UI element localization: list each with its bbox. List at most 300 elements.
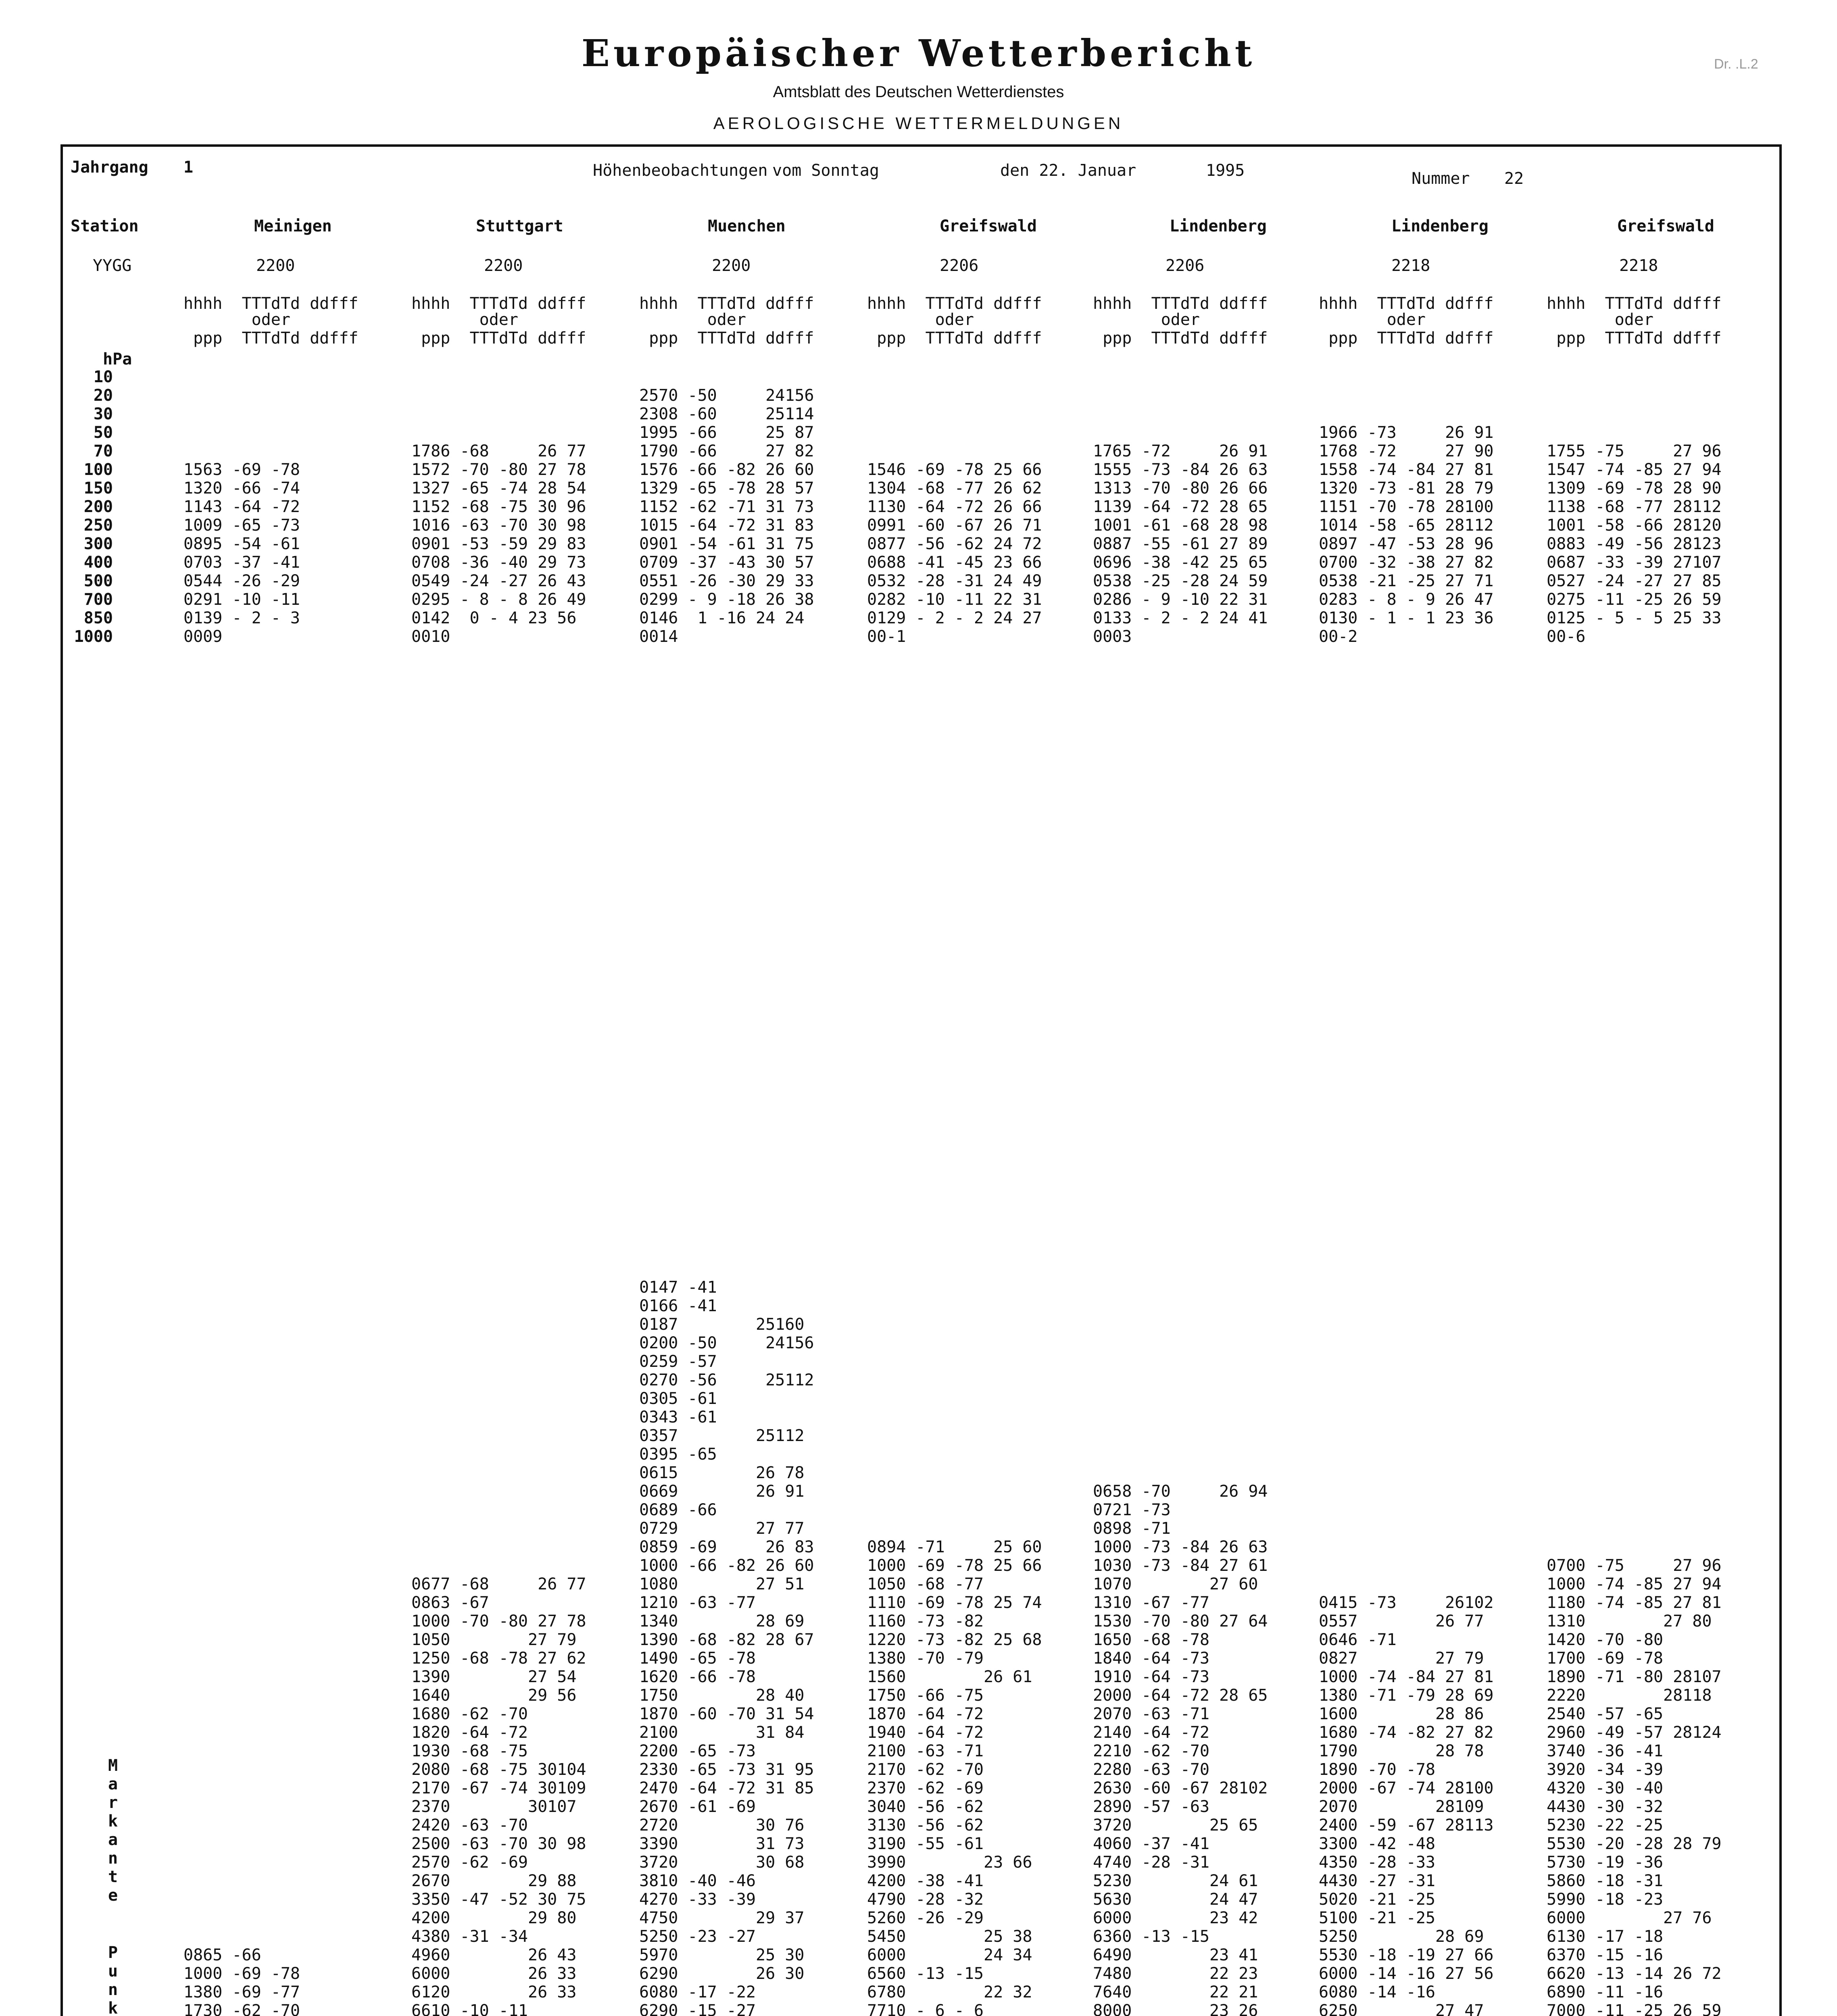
significant-point-row: 2960 -49 -57 28124	[1547, 1723, 1722, 1742]
significant-point-row: 0689 -66	[639, 1501, 717, 1519]
significant-point-row: 2570 -62 -69	[411, 1853, 528, 1872]
report-title: Europäischer Wetterbericht	[581, 31, 1256, 75]
standard-level-row	[867, 386, 1042, 405]
significant-point-row: 7710 - 6 - 6	[867, 2001, 984, 2016]
significant-point-row: 1210 -63 -77	[639, 1593, 756, 1612]
significant-point-row: 0166 -41	[639, 1297, 717, 1315]
column-header: ppp TTTdTd ddfff	[1093, 329, 1268, 348]
significant-point-row: 0658 -70 26 94	[1093, 1482, 1268, 1501]
significant-point-row: 6250 27 47	[1319, 2001, 1484, 2016]
significant-point-row: 2170 -67 -74 30109	[411, 1779, 586, 1797]
significant-point-row: 1910 -64 -73	[1093, 1668, 1209, 1686]
standard-level-row: 1995 -66 25 87	[639, 423, 814, 442]
markante-letter: M	[108, 1756, 118, 1775]
standard-level-row: 1329 -65 -78 28 57	[639, 479, 814, 498]
pressure-level: 250	[83, 516, 113, 535]
standard-level-row: 0549 -24 -27 26 43	[411, 572, 586, 590]
significant-point-row: 0898 -71	[1093, 1519, 1171, 1538]
significant-point-row: 1890 -70 -78	[1319, 1760, 1435, 1779]
standard-levels-block	[411, 368, 586, 646]
significant-point-row: 5860 -18 -31	[1547, 1872, 1663, 1890]
archive-stamp: Dr. .L.2	[1714, 56, 1758, 72]
column-header: oder	[411, 310, 518, 329]
significant-points-block	[1093, 1482, 1268, 2016]
significant-point-row: 1380 -70 -79	[867, 1649, 984, 1668]
significant-point-row: 0200 -50 24156	[639, 1334, 814, 1352]
standard-level-row: 00-1	[867, 627, 906, 646]
significant-point-row: 2280 -63 -70	[1093, 1760, 1209, 1779]
standard-level-row: 1151 -70 -78 28100	[1319, 498, 1494, 516]
significant-points-block	[867, 1538, 1042, 2016]
standard-level-row	[183, 442, 300, 460]
jahrgang-value: 1	[183, 158, 194, 177]
standard-level-row: 0709 -37 -43 30 57	[639, 553, 814, 572]
significant-point-row: 7000 -11 -25 26 59	[1547, 2001, 1722, 2016]
standard-level-row	[1547, 405, 1721, 423]
significant-point-row: 0677 -68 26 77	[411, 1575, 586, 1593]
significant-point-row: 5100 -21 -25	[1319, 1909, 1435, 1927]
standard-level-row: 0286 - 9 -10 22 31	[1093, 590, 1268, 609]
significant-point-row: 1340 28 69	[639, 1612, 805, 1631]
standard-level-row	[1319, 368, 1493, 386]
significant-point-row: 0615 26 78	[639, 1464, 805, 1482]
pressure-level: 30	[93, 405, 113, 423]
report-subtitle: Amtsblatt des Deutschen Wetterdienstes	[773, 83, 1064, 101]
obs-day: vom Sonntag	[772, 161, 879, 180]
significant-point-row: 1750 28 40	[639, 1686, 805, 1705]
significant-point-row: 1730 -62 -70	[183, 2001, 300, 2016]
pressure-level: 70	[93, 442, 113, 460]
nummer-label: Nummer	[1412, 169, 1470, 188]
significant-point-row: 5630 24 47	[1093, 1890, 1258, 1909]
significant-point-row: 8000 23 26	[1093, 2001, 1258, 2016]
significant-point-row: 1000 -66 -82 26 60	[639, 1556, 814, 1575]
standard-level-row: 0014	[639, 627, 678, 646]
station-time: 2206	[1166, 256, 1205, 275]
significant-point-row: 5250 28 69	[1319, 1927, 1484, 1946]
significant-point-row: 2630 -60 -67 28102	[1093, 1779, 1268, 1797]
pressure-level: 300	[83, 535, 113, 553]
significant-point-row: 6000 26 33	[411, 1964, 577, 1983]
standard-level-row: 1966 -73 26 91	[1319, 423, 1494, 442]
pressure-level-column	[69, 368, 113, 646]
significant-point-row: 6620 -13 -14 26 72	[1547, 1964, 1722, 1983]
standard-levels-block	[1093, 368, 1268, 646]
significant-point-row: 2890 -57 -63	[1093, 1797, 1209, 1816]
standard-level-row	[411, 405, 586, 423]
standard-level-row: 1755 -75 27 96	[1547, 442, 1722, 460]
significant-point-row: 1680 -62 -70	[411, 1705, 528, 1723]
significant-point-row: 0305 -61	[639, 1389, 717, 1408]
significant-point-row: 6490 23 41	[1093, 1946, 1258, 1964]
significant-point-row: 1640 29 56	[411, 1686, 577, 1705]
markante-letter: r	[108, 1793, 118, 1812]
significant-point-row: 3390 31 73	[639, 1835, 805, 1853]
pressure-level: 50	[93, 423, 113, 442]
column-header: oder	[639, 310, 746, 329]
significant-point-row: 2100 31 84	[639, 1723, 805, 1742]
significant-point-row: 3300 -42 -48	[1319, 1835, 1435, 1853]
significant-point-row: 5530 -18 -19 27 66	[1319, 1946, 1494, 1964]
pressure-level: 100	[83, 460, 113, 479]
standard-level-row	[1093, 368, 1268, 386]
punkte-label	[108, 1943, 118, 2016]
obs-title: Höhenbeobachtungen	[593, 161, 768, 180]
station-name: Lindenberg	[1391, 217, 1489, 235]
standard-level-row: 1139 -64 -72 28 65	[1093, 498, 1268, 516]
markante-letter: n	[108, 1849, 118, 1868]
significant-point-row: 6560 -13 -15	[867, 1964, 984, 1983]
standard-level-row	[1547, 368, 1721, 386]
pressure-level: 150	[83, 479, 113, 498]
station-time: 2200	[712, 256, 751, 275]
significant-point-row: 1220 -73 -82 25 68	[867, 1631, 1042, 1649]
standard-level-row: 0687 -33 -39 27107	[1547, 553, 1722, 572]
significant-point-row: 2000 -64 -72 28 65	[1093, 1686, 1268, 1705]
significant-points-block	[1547, 1556, 1721, 2016]
hpa-label: hPa	[103, 350, 132, 369]
standard-level-row: 1555 -73 -84 26 63	[1093, 460, 1268, 479]
standard-level-row	[411, 423, 586, 442]
significant-point-row: 2470 -64 -72 31 85	[639, 1779, 814, 1797]
significant-point-row: 3130 -56 -62	[867, 1816, 984, 1835]
pressure-level: 850	[83, 609, 113, 627]
significant-point-row: 1050 -68 -77	[867, 1575, 984, 1593]
standard-level-row	[867, 423, 1042, 442]
significant-point-row: 1750 -66 -75	[867, 1686, 984, 1705]
standard-level-row: 0009	[183, 627, 223, 646]
significant-point-row: 1490 -65 -78	[639, 1649, 756, 1668]
significant-point-row: 1700 -69 -78	[1547, 1649, 1663, 1668]
significant-point-row: 2080 -68 -75 30104	[411, 1760, 586, 1779]
significant-point-row: 1000 -69 -78	[183, 1964, 300, 1983]
station-name: Meinigen	[254, 217, 332, 235]
standard-level-row	[183, 386, 300, 405]
significant-point-row: 3920 -34 -39	[1547, 1760, 1663, 1779]
significant-point-row: 1160 -73 -82	[867, 1612, 984, 1631]
significant-point-row: 0729 27 77	[639, 1519, 805, 1538]
significant-point-row: 1000 -74 -85 27 94	[1547, 1575, 1722, 1593]
significant-point-row: 1000 -74 -84 27 81	[1319, 1668, 1494, 1686]
significant-point-row: 3720 30 68	[639, 1853, 805, 1872]
significant-point-row: 0395 -65	[639, 1445, 717, 1464]
markante-letter: e	[108, 1886, 118, 1905]
standard-level-row: 0696 -38 -42 25 65	[1093, 553, 1268, 572]
standard-level-row	[867, 405, 1042, 423]
significant-point-row: 0894 -71 25 60	[867, 1538, 1042, 1556]
standard-level-row: 0877 -56 -62 24 72	[867, 535, 1042, 553]
standard-level-row: 0897 -47 -53 28 96	[1319, 535, 1494, 553]
standard-level-row	[867, 368, 1042, 386]
significant-point-row: 1560 26 61	[867, 1668, 1032, 1686]
significant-point-row: 4430 -27 -31	[1319, 1872, 1435, 1890]
significant-point-row: 2670 -61 -69	[639, 1797, 756, 1816]
significant-point-row: 6000 23 42	[1093, 1909, 1258, 1927]
standard-level-row: 1014 -58 -65 28112	[1319, 516, 1494, 535]
significant-point-row: 2070 -63 -71	[1093, 1705, 1209, 1723]
significant-point-row: 2420 -63 -70	[411, 1816, 528, 1835]
significant-point-row: 1310 27 80	[1547, 1612, 1712, 1631]
significant-point-row: 1000 -70 -80 27 78	[411, 1612, 586, 1631]
standard-level-row: 0130 - 1 - 1 23 36	[1319, 609, 1494, 627]
station-name: Stuttgart	[476, 217, 563, 235]
station-time: 2218	[1391, 256, 1430, 275]
obs-date: den 22. Januar	[1000, 161, 1136, 180]
standard-level-row: 1009 -65 -73	[183, 516, 300, 535]
significant-point-row: 6130 -17 -18	[1547, 1927, 1663, 1946]
significant-point-row: 1600 28 86	[1319, 1705, 1484, 1723]
significant-point-row: 1250 -68 -78 27 62	[411, 1649, 586, 1668]
significant-point-row: 6370 -15 -16	[1547, 1946, 1663, 1964]
standard-level-row: 0283 - 8 - 9 26 47	[1319, 590, 1494, 609]
standard-level-row	[1093, 423, 1268, 442]
standard-level-row: 0538 -25 -28 24 59	[1093, 572, 1268, 590]
significant-point-row: 4740 -28 -31	[1093, 1853, 1209, 1872]
significant-point-row: 1790 28 78	[1319, 1742, 1484, 1760]
nummer-value: 22	[1504, 169, 1524, 188]
standard-level-row: 0901 -54 -61 31 75	[639, 535, 814, 553]
significant-point-row: 2200 -65 -73	[639, 1742, 756, 1760]
significant-point-row: 6000 -14 -16 27 56	[1319, 1964, 1494, 1983]
significant-point-row: 4270 -33 -39	[639, 1890, 756, 1909]
significant-point-row: 0270 -56 25112	[639, 1371, 814, 1389]
significant-point-row: 5450 25 38	[867, 1927, 1032, 1946]
standard-level-row: 0544 -26 -29	[183, 572, 300, 590]
standard-level-row: 1304 -68 -77 26 62	[867, 479, 1042, 498]
column-header: hhhh TTTdTd ddfff	[1319, 294, 1494, 313]
significant-point-row: 4380 -31 -34	[411, 1927, 528, 1946]
significant-point-row: 1420 -70 -80	[1547, 1631, 1663, 1649]
significant-point-row: 0187 25160	[639, 1315, 805, 1334]
standard-level-row: 1015 -64 -72 31 83	[639, 516, 814, 535]
significant-point-row: 1310 -67 -77	[1093, 1593, 1209, 1612]
standard-level-row: 0551 -26 -30 29 33	[639, 572, 814, 590]
significant-point-row: 0669 26 91	[639, 1482, 805, 1501]
significant-point-row: 4750 29 37	[639, 1909, 805, 1927]
standard-level-row: 0003	[1093, 627, 1132, 646]
punkte-letter: n	[108, 1981, 118, 1999]
standard-level-row: 0275 -11 -25 26 59	[1547, 590, 1722, 609]
significant-point-row: 6000 24 34	[867, 1946, 1032, 1964]
standard-level-row	[183, 423, 300, 442]
significant-point-row: 0557 26 77	[1319, 1612, 1484, 1631]
standard-level-row: 1152 -68 -75 30 96	[411, 498, 586, 516]
column-header: ppp TTTdTd ddfff	[183, 329, 359, 348]
significant-point-row: 1680 -74 -82 27 82	[1319, 1723, 1494, 1742]
standard-levels-block	[183, 368, 300, 646]
standard-level-row: 1001 -58 -66 28120	[1547, 516, 1722, 535]
significant-point-row: 1530 -70 -80 27 64	[1093, 1612, 1268, 1631]
significant-point-row: 1930 -68 -75	[411, 1742, 528, 1760]
significant-point-row: 2500 -63 -70 30 98	[411, 1835, 586, 1853]
standard-level-row: 00-6	[1547, 627, 1586, 646]
significant-point-row: 6290 -15 -27	[639, 2001, 756, 2016]
significant-point-row: 2100 -63 -71	[867, 1742, 984, 1760]
standard-levels-block	[639, 368, 814, 646]
standard-level-row: 0291 -10 -11	[183, 590, 300, 609]
markante-letter: k	[108, 1812, 118, 1831]
significant-point-row: 2400 -59 -67 28113	[1319, 1816, 1494, 1835]
standard-level-row: 0129 - 2 - 2 24 27	[867, 609, 1042, 627]
significant-point-row: 5260 -26 -29	[867, 1909, 984, 1927]
significant-point-row: 2210 -62 -70	[1093, 1742, 1209, 1760]
standard-level-row	[1547, 423, 1721, 442]
significant-point-row: 2000 -67 -74 28100	[1319, 1779, 1494, 1797]
standard-level-row: 0142 0 - 4 23 56	[411, 609, 577, 627]
significant-point-row: 2170 -62 -70	[867, 1760, 984, 1779]
standard-level-row: 1016 -63 -70 30 98	[411, 516, 586, 535]
standard-level-row: 1143 -64 -72	[183, 498, 300, 516]
significant-point-row: 1620 -66 -78	[639, 1668, 756, 1686]
significant-point-row: 6080 -17 -22	[639, 1983, 756, 2001]
jahrgang-label: Jahrgang	[71, 158, 148, 177]
punkte-letter: u	[108, 1962, 118, 1981]
significant-point-row: 3350 -47 -52 30 75	[411, 1890, 586, 1909]
significant-point-row: 1940 -64 -72	[867, 1723, 984, 1742]
significant-point-row: 5230 -22 -25	[1547, 1816, 1663, 1835]
standard-level-row: 0295 - 8 - 8 26 49	[411, 590, 586, 609]
standard-level-row: 0895 -54 -61	[183, 535, 300, 553]
standard-levels-block	[867, 368, 1042, 646]
standard-level-row	[411, 368, 586, 386]
standard-level-row: 1546 -69 -78 25 66	[867, 460, 1042, 479]
significant-point-row: 1000 -69 -78 25 66	[867, 1556, 1042, 1575]
standard-level-row: 2570 -50 24156	[639, 386, 814, 405]
significant-point-row: 3810 -40 -46	[639, 1872, 756, 1890]
standard-level-row: 1786 -68 26 77	[411, 442, 586, 460]
standard-level-row: 1765 -72 26 91	[1093, 442, 1268, 460]
significant-point-row: 4200 -38 -41	[867, 1872, 984, 1890]
column-header: hhhh TTTdTd ddfff	[1547, 294, 1722, 313]
significant-point-row: 3720 25 65	[1093, 1816, 1258, 1835]
significant-point-row: 1110 -69 -78 25 74	[867, 1593, 1042, 1612]
yygg-label: YYGG	[93, 256, 132, 275]
significant-point-row: 1080 27 51	[639, 1575, 805, 1593]
significant-point-row: 1820 -64 -72	[411, 1723, 528, 1742]
standard-level-row: 1558 -74 -84 27 81	[1319, 460, 1494, 479]
significant-point-row: 0259 -57	[639, 1352, 717, 1371]
station-name: Lindenberg	[1170, 217, 1267, 235]
significant-point-row: 2330 -65 -73 31 95	[639, 1760, 814, 1779]
significant-point-row: 0863 -67	[411, 1593, 489, 1612]
standard-level-row: 0125 - 5 - 5 25 33	[1547, 609, 1722, 627]
standard-level-row	[411, 386, 586, 405]
column-header: hhhh TTTdTd ddfff	[1093, 294, 1268, 313]
column-header: ppp TTTdTd ddfff	[411, 329, 586, 348]
standard-level-row: 2308 -60 25114	[639, 405, 814, 423]
significant-point-row: 5020 -21 -25	[1319, 1890, 1435, 1909]
standard-level-row: 1152 -62 -71 31 73	[639, 498, 814, 516]
significant-point-row: 1050 27 79	[411, 1631, 577, 1649]
standard-level-row: 1327 -65 -74 28 54	[411, 479, 586, 498]
significant-point-row: 6610 -10 -11	[411, 2001, 528, 2016]
significant-point-row: 0343 -61	[639, 1408, 717, 1427]
significant-point-row: 2220 28118	[1547, 1686, 1712, 1705]
station-time: 2200	[256, 256, 295, 275]
significant-point-row: 4350 -28 -33	[1319, 1853, 1435, 1872]
significant-point-row: 2140 -64 -72	[1093, 1723, 1209, 1742]
significant-point-row: 1870 -60 -70 31 54	[639, 1705, 814, 1723]
station-time: 2206	[940, 256, 979, 275]
column-header: hhhh TTTdTd ddfff	[183, 294, 359, 313]
column-header: hhhh TTTdTd ddfff	[639, 294, 814, 313]
column-header: oder	[1093, 310, 1200, 329]
standard-level-row: 0901 -53 -59 29 83	[411, 535, 586, 553]
significant-point-row: 5970 25 30	[639, 1946, 805, 1964]
significant-point-row: 1650 -68 -78	[1093, 1631, 1209, 1649]
pressure-level: 10	[93, 368, 113, 386]
significant-point-row: 1000 -73 -84 26 63	[1093, 1538, 1268, 1556]
significant-point-row: 0721 -73	[1093, 1501, 1171, 1519]
significant-point-row: 4790 -28 -32	[867, 1890, 984, 1909]
significant-point-row: 0700 -75 27 96	[1547, 1556, 1722, 1575]
significant-point-row: 0827 27 79	[1319, 1649, 1484, 1668]
standard-level-row: 0703 -37 -41	[183, 553, 300, 572]
column-header: oder	[1547, 310, 1654, 329]
significant-point-row: 4320 -30 -40	[1547, 1779, 1663, 1797]
standard-level-row: 1547 -74 -85 27 94	[1547, 460, 1722, 479]
standard-level-row: 0700 -32 -38 27 82	[1319, 553, 1494, 572]
standard-level-row: 0146 1 -16 24 24	[639, 609, 805, 627]
standard-level-row	[639, 368, 814, 386]
station-name: Greifswald	[1617, 217, 1714, 235]
significant-points-block	[411, 1575, 586, 2016]
standard-level-row: 0299 - 9 -18 26 38	[639, 590, 814, 609]
significant-point-row: 4060 -37 -41	[1093, 1835, 1209, 1853]
standard-level-row: 1576 -66 -82 26 60	[639, 460, 814, 479]
significant-point-row: 5990 -18 -23	[1547, 1890, 1663, 1909]
pressure-level: 400	[83, 553, 113, 572]
significant-point-row: 1890 -71 -80 28107	[1547, 1668, 1722, 1686]
standard-level-row	[1319, 405, 1493, 423]
standard-level-row: 1563 -69 -78	[183, 460, 300, 479]
significant-points-block	[639, 1278, 814, 2016]
pressure-level: 700	[83, 590, 113, 609]
standard-level-row: 1572 -70 -80 27 78	[411, 460, 586, 479]
standard-level-row: 0527 -24 -27 27 85	[1547, 572, 1722, 590]
significant-point-row: 6290 26 30	[639, 1964, 805, 1983]
significant-point-row: 3040 -56 -62	[867, 1797, 984, 1816]
standard-level-row: 0887 -55 -61 27 89	[1093, 535, 1268, 553]
significant-point-row: 4430 -30 -32	[1547, 1797, 1663, 1816]
standard-level-row: 0139 - 2 - 3	[183, 609, 300, 627]
punkte-letter: k	[108, 1999, 118, 2016]
standard-level-row: 1138 -68 -77 28112	[1547, 498, 1722, 516]
significant-point-row: 2370 -62 -69	[867, 1779, 984, 1797]
column-header: oder	[183, 310, 290, 329]
significant-point-row: 5530 -20 -28 28 79	[1547, 1835, 1722, 1853]
significant-point-row: 3990 23 66	[867, 1853, 1032, 1872]
significant-point-row: 6000 27 76	[1547, 1909, 1712, 1927]
standard-level-row: 1320 -73 -81 28 79	[1319, 479, 1494, 498]
significant-point-row: 1380 -69 -77	[183, 1983, 300, 2001]
markante-letter: a	[108, 1831, 118, 1849]
standard-level-row: 1001 -61 -68 28 98	[1093, 516, 1268, 535]
significant-point-row: 6890 -11 -16	[1547, 1983, 1663, 2001]
punkte-letter: P	[108, 1943, 118, 1962]
standard-level-row: 00-2	[1319, 627, 1358, 646]
standard-levels-block	[1319, 368, 1493, 646]
standard-level-row: 0688 -41 -45 23 66	[867, 553, 1042, 572]
significant-point-row: 2370 30107	[411, 1797, 577, 1816]
standard-level-row: 0538 -21 -25 27 71	[1319, 572, 1494, 590]
station-name: Muenchen	[708, 217, 786, 235]
significant-point-row: 2720 30 76	[639, 1816, 805, 1835]
significant-point-row: 0859 -69 26 83	[639, 1538, 814, 1556]
column-header: hhhh TTTdTd ddfff	[867, 294, 1042, 313]
significant-point-row: 3740 -36 -41	[1547, 1742, 1663, 1760]
significant-point-row: 1380 -71 -79 28 69	[1319, 1686, 1494, 1705]
